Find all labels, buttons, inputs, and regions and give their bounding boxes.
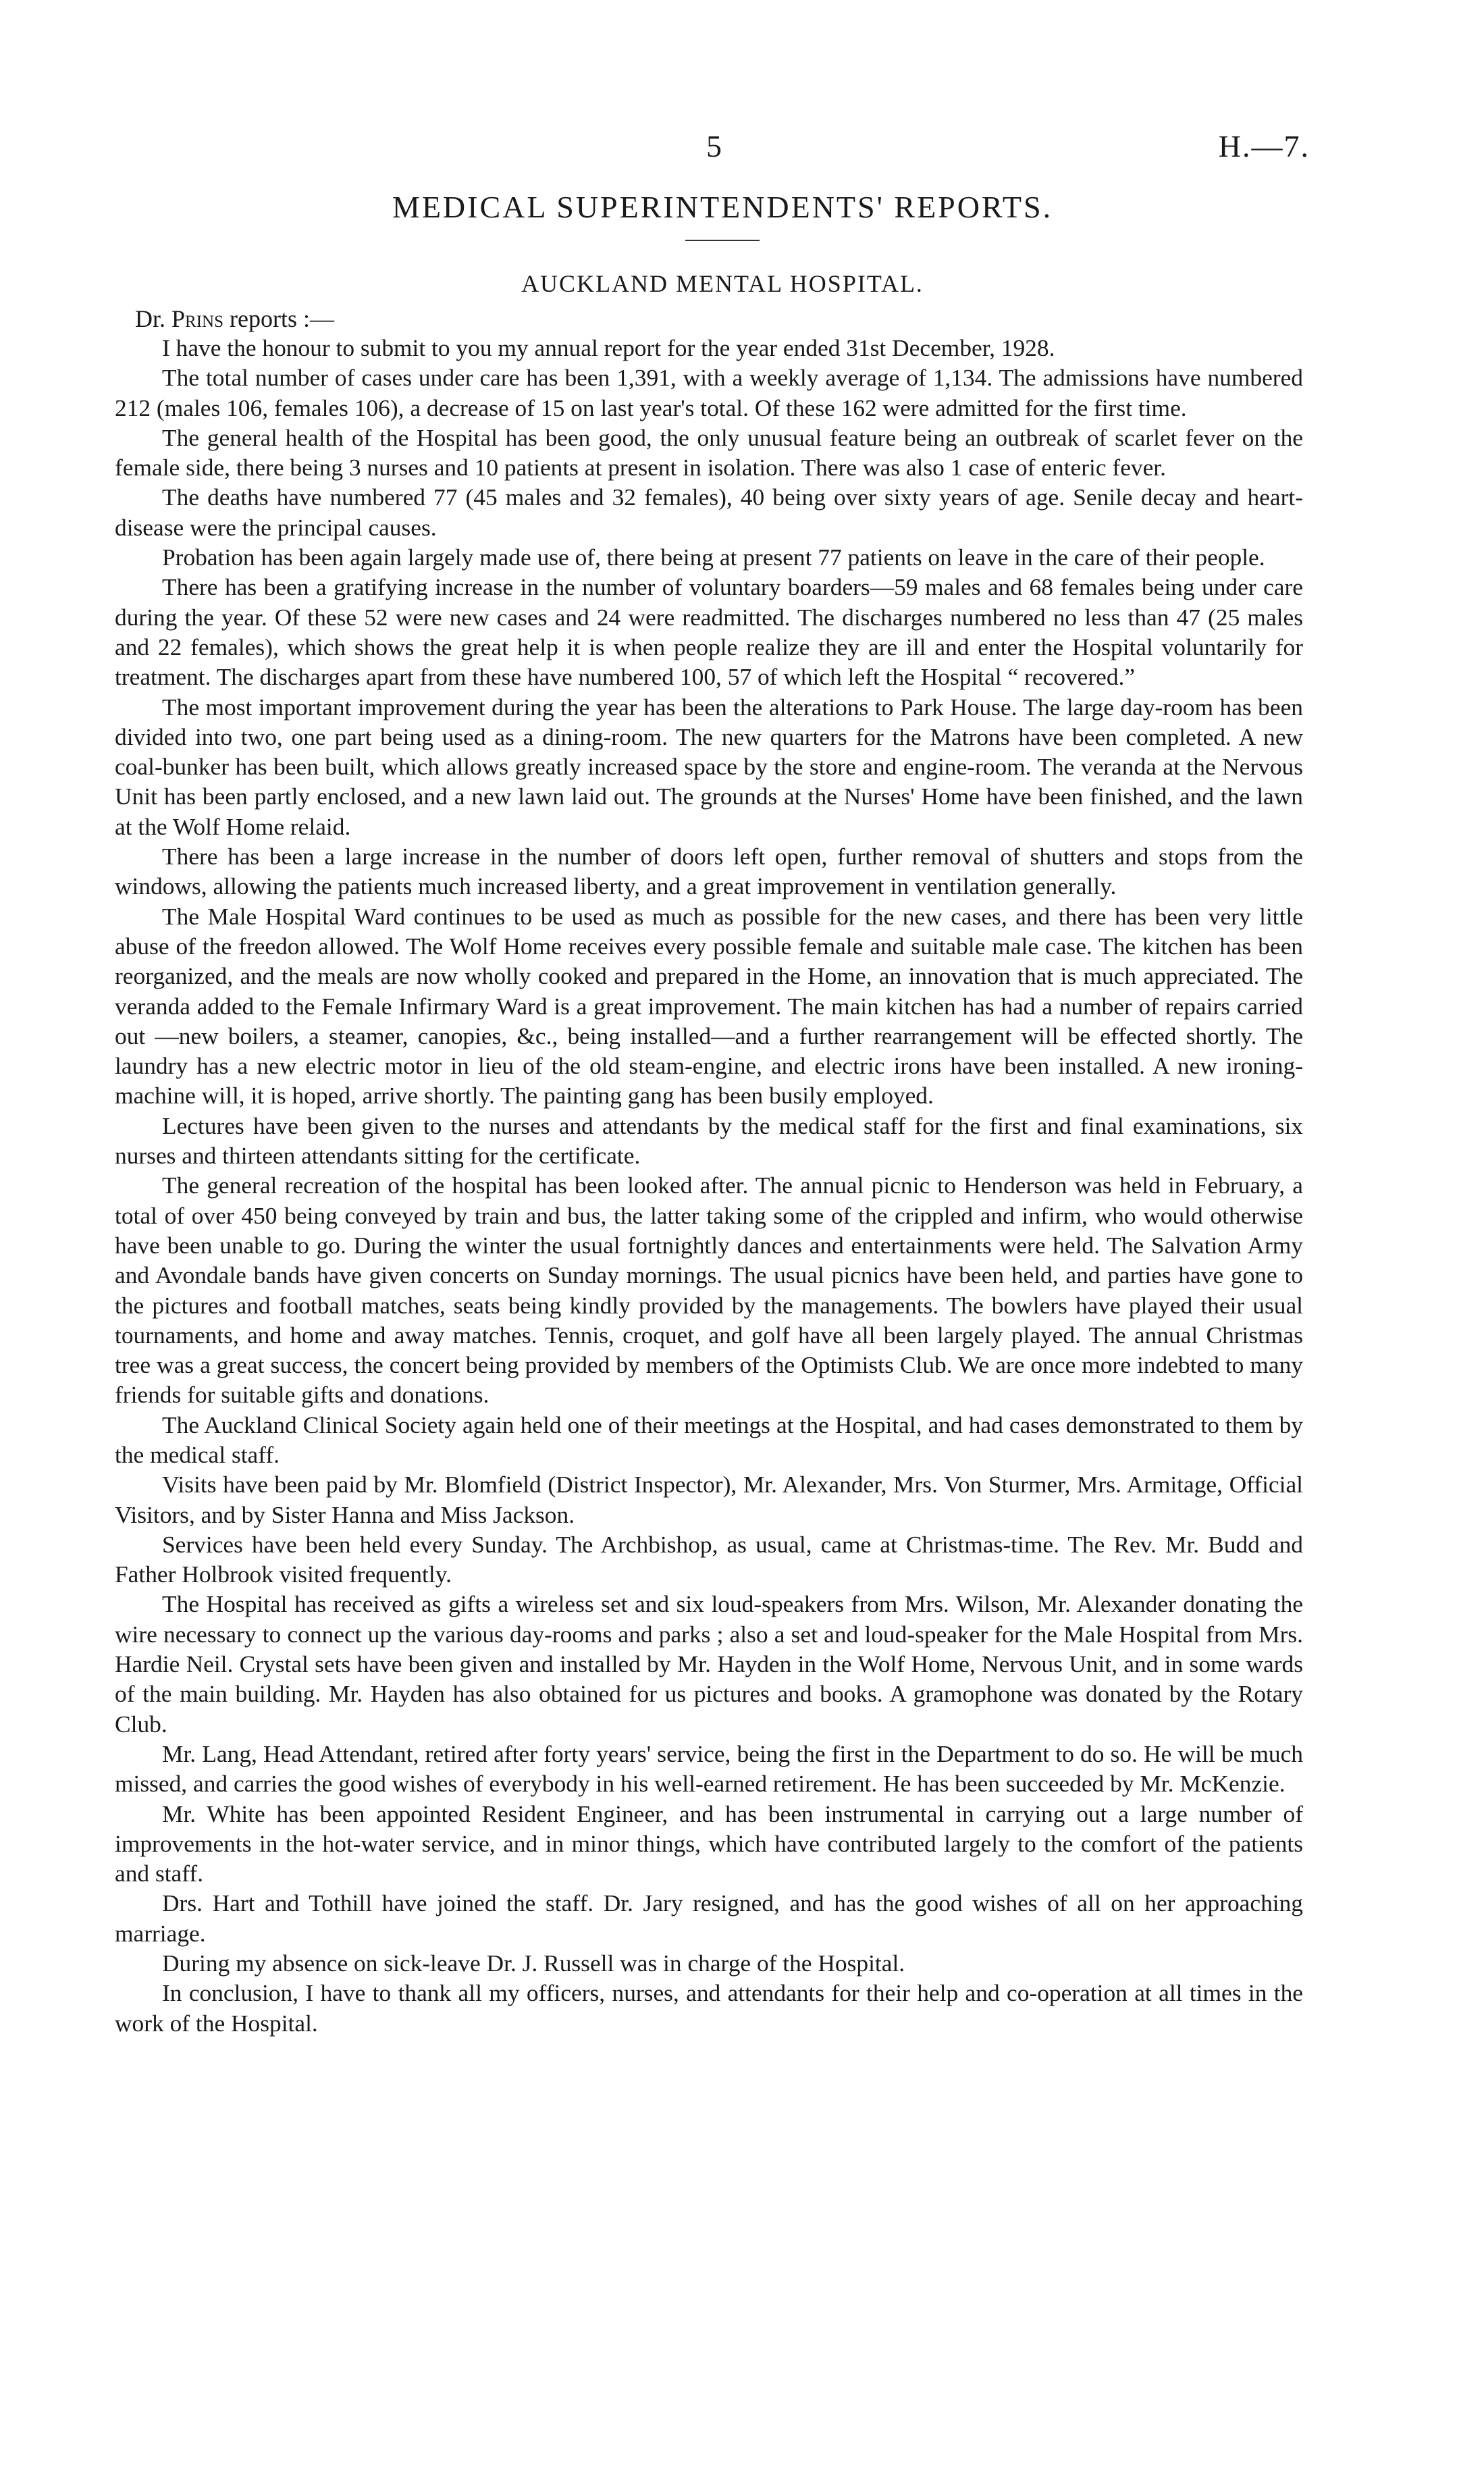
paragraph: In conclusion, I have to thank all my officers, nurses, and attendants for their help and co-operation at all times in the work of the Hospital. [115,1979,1303,2037]
paragraph: There has been a large increase in the number of doors left open, further removal of shutters and stops from the windows, allowing the patients much increased liberty, and a great improvement in ventilation generally. [115,843,1303,900]
paragraph: The Auckland Clinical Society again held one of their meetings at the Hospital, and had cases demonstrated to them by the medical staff. [115,1411,1303,1468]
paragraph: During my absence on sick-leave Dr. J. Russell was in charge of the Hospital. [162,1950,905,1977]
paragraph: I have the honour to submit to you my annual report for the year ended 31st December, 1928. [162,334,1055,361]
paragraph: Services have been held every Sunday. The Archbishop, as usual, came at Christmas-time. The Rev. Mr. Budd and Father Holbrook visited frequently. [115,1530,1303,1588]
report-byline [135,305,1303,333]
section-heading: AUCKLAND MENTAL HOSPITAL. [521,270,924,297]
paragraph: Lectures have been given to the nurses and attendants by the medical staff for the first and final examinations, six nurses and thirteen attendants sitting for the certificate. [115,1112,1303,1170]
paragraph: The total number of cases under care has been 1,391, with a weekly average of 1,134. The admissions have numbered 212 (males 106, females 106), a decrease of 15 on last year's total. Of these 162 were admitted for the first time. [115,364,1303,421]
byline-name: Prins [171,305,223,332]
paragraph: The deaths have numbered 77 (45 males and 32 females), 40 being over sixty years of age. Senile decay and heart-disease were the principal causes. [115,484,1303,541]
paragraph: Visits have been paid by Mr. Blomfield (District Inspector), Mr. Alexander, Mrs. Von Sturmer, Mrs. Armitage, Official Visitors, and by Sister Hanna and Miss Jackson. [115,1471,1303,1528]
paragraph: Probation has been again largely made use of, there being at present 77 patients on leave in the care of their people. [162,544,1265,571]
byline-suffix: reports :— [229,305,334,332]
title-divider [685,240,760,241]
document-reference: H.—7. [1218,129,1310,163]
document-page [115,122,1310,2038]
paragraph: The general recreation of the hospital has been looked after. The annual picnic to Henderson was held in February, a total of over 450 being conveyed by train and bus, the latter taking some of the crippled and infirm, who would otherwise have been unable to go. During the winter the usual fortnightly dances and entertainments were held. The Salvation Army and Avondale bands have given concerts on Sunday mornings. The usual picnics have been held, and parties have gone to the pictures and football matches, seats being kindly provided by the managements. The bowlers have played their usual tournaments, and home and away matches. Tennis, croquet, and golf have all been largely played. The annual Christmas tree was a great success, the concert being provided by members of the Optimists Club. We are once more indebted to many friends for suitable gifts and donations. [115,1172,1303,1409]
paragraph: There has been a gratifying increase in the number of voluntary boarders—59 males and 68 females being under care during the year. Of these 52 were new cases and 24 were readmitted. The discharges numbered no less than 47 (25 males and 22 females), which shows the great help it is when people realize they are ill and enter the Hospital voluntarily for treatment. The discharges apart from these have numbered 100, 57 of which left the Hospital “ recovered.” [115,573,1303,691]
paragraph: The most important improvement during the year has been the alterations to Park House. The large day-room has been divided into two, one part being used as a dining-room. The new quarters for the Matrons have been completed. A new coal-bunker has been built, which allows greatly increased space by the store and engine-room. The veranda at the Nervous Unit has been partly enclosed, and a new lawn laid out. The grounds at the Nurses' Home have been finished, and the lawn at the Wolf Home relaid. [115,693,1303,840]
paragraph: Mr. White has been appointed Resident Engineer, and has been instrumental in carrying out a large number of improvements in the hot-water service, and in minor things, which have contributed largely to the comfort of the patients and staff. [115,1800,1303,1887]
page-number: 5 [706,129,722,163]
paragraph: Mr. Lang, Head Attendant, retired after forty years' service, being the first in the Department to do so. He will be much missed, and carries the good wishes of everybody in his well-earned retirement. He has been succeeded by Mr. McKenzie. [115,1740,1303,1798]
page-title: MEDICAL SUPERINTENDENTS' REPORTS. [392,190,1053,224]
paragraph: The Male Hospital Ward continues to be used as much as possible for the new cases, and there has been very little abuse of the freedon allowed. The Wolf Home receives every possible female and suitable male case. The kitchen has been reorganized, and the meals are now wholly cooked and prepared in the Home, an innovation that is much appreciated. The veranda added to the Female Infirmary Ward is a great improvement. The main kitchen has had a number of repairs carried out —new boilers, a steamer, canopies, &c., being installed—and a further rearrangement will be effected shortly. The laundry has a new electric motor in lieu of the old steam-engine, and electric irons have been installed. A new ironing-machine will, it is hoped, arrive shortly. The painting gang has been busily employed. [115,902,1303,1109]
paragraph: The general health of the Hospital has been good, the only unusual feature being an outbreak of scarlet fever on the female side, there being 3 nurses and 10 patients at present in isolation. There was also 1 case of enteric fever. [115,423,1303,481]
page-header [115,122,1310,176]
paragraph: Drs. Hart and Tothill have joined the staff. Dr. Jary resigned, and has the good wishes of all on her approaching marriage. [115,1889,1303,1947]
paragraph: The Hospital has received as gifts a wireless set and six loud-speakers from Mrs. Wilson, Mr. Alexander donating the wire necessary to connect up the various day-rooms and parks ; also a set and loud-speaker for the Male Hospital from Mrs. Hardie Neil. Crystal sets have been given and installed by Mr. Hayden in the Wolf Home, Nervous Unit, and in some wards of the main building. Mr. Hayden has also obtained for us pictures and books. A gramophone was donated by the Rotary Club. [115,1590,1303,1738]
report-body [115,333,1303,2038]
byline-prefix: Dr. [135,305,165,332]
